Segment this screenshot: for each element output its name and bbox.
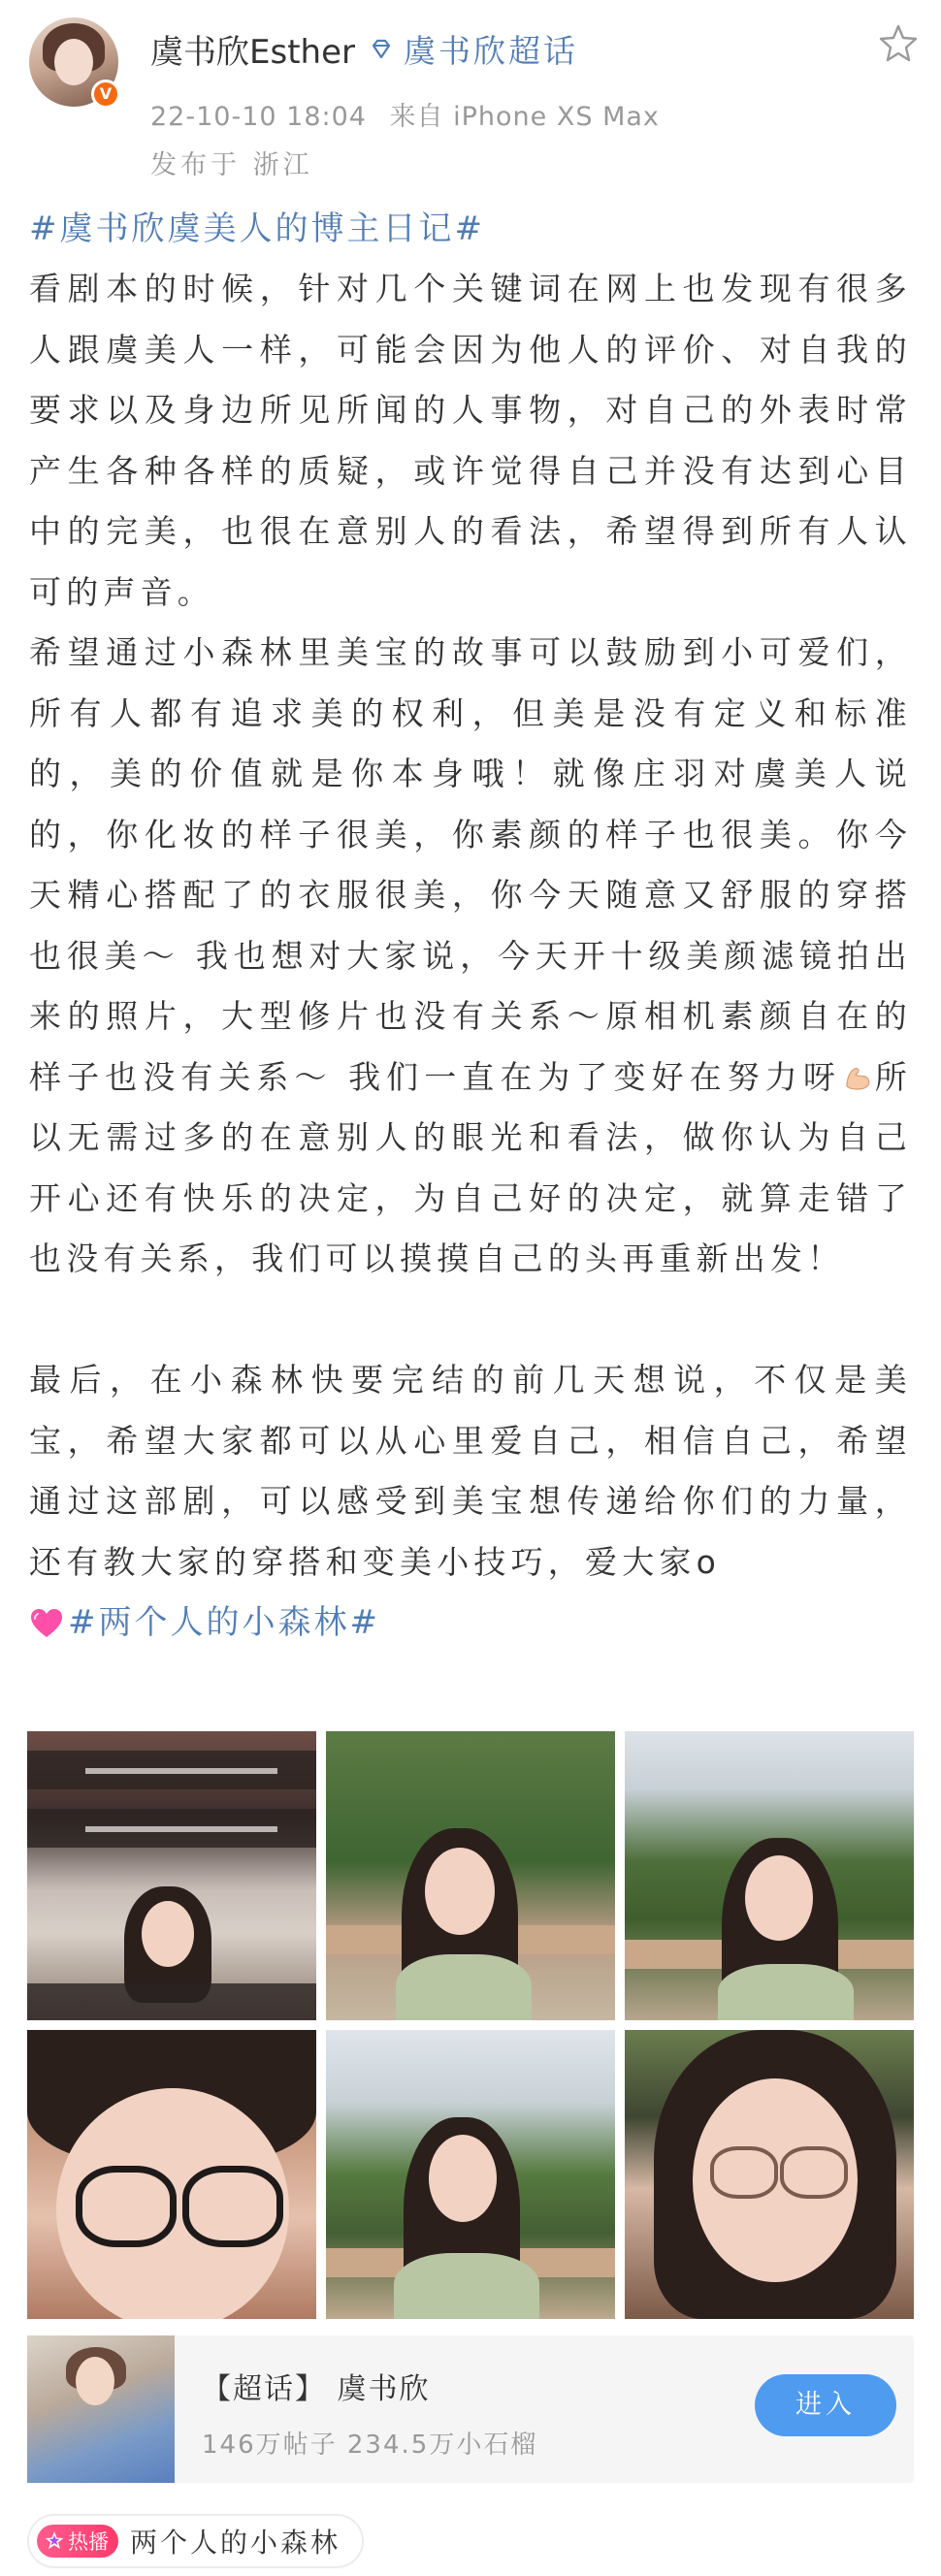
hot-topic-label: 两个人的小森林 <box>130 2527 341 2559</box>
pink-heart-icon <box>29 1608 64 1639</box>
supertopic-card[interactable] <box>27 2335 914 2483</box>
photo-2[interactable] <box>326 1731 615 2020</box>
author-name[interactable]: 虞书欣Esther <box>150 33 355 72</box>
post-source: 来自 iPhone XS Max <box>389 102 660 132</box>
diamond-icon <box>369 37 394 62</box>
star-icon[interactable] <box>877 21 920 64</box>
paragraph-2-tail: 所以无需过多的在意别人的眼光和看法，做你认为自己开心还有快乐的决定，为自己好的决定，就算走错了也没有关系，我们可以摸摸自己的头再重新出发！ <box>29 1057 913 1277</box>
flexed-arm-icon <box>841 1061 874 1094</box>
author-row <box>150 25 578 73</box>
paragraph-2 <box>29 623 912 1290</box>
post-body <box>29 199 912 1653</box>
avatar[interactable] <box>29 17 118 107</box>
post-header <box>0 0 941 194</box>
supertopic-stats: 146万帖子 234.5万小石榴 <box>202 2431 538 2460</box>
supertopic-thumbnail <box>27 2335 175 2483</box>
photo-3[interactable] <box>625 1731 914 2020</box>
hot-badge <box>37 2525 118 2558</box>
post-meta <box>150 95 673 133</box>
supertopic-title: 【超话】 虞书欣 <box>202 2372 431 2406</box>
hashtag-top[interactable]: #虞书欣虞美人的博主日记# <box>29 209 485 248</box>
paragraph-1: 看剧本的时候，针对几个关键词在网上也发现有很多人跟虞美人一样，可能会因为他人的评价、对自我的要求以及身边所见所闻的人事物，对自己的外表时常产生各种各样的质疑，或许觉得自己并没有达到心目中的完美，也很在意别人的看法，希望得到所有人认可的声音。 <box>29 270 912 611</box>
v-badge-icon: V <box>91 80 120 109</box>
hashtag-bottom[interactable]: #两个人的小森林# <box>68 1603 380 1642</box>
photo-6[interactable] <box>625 2030 914 2319</box>
enter-button[interactable]: 进入 <box>755 2374 896 2436</box>
post-date: 22-10-10 18:04 <box>150 102 367 132</box>
hashtag-bottom-row[interactable] <box>29 1593 912 1653</box>
hot-icon <box>43 2529 66 2553</box>
hot-topic-tag[interactable] <box>27 2514 364 2568</box>
post-location: 发布于 浙江 <box>150 150 313 180</box>
photo-5[interactable] <box>326 2030 615 2319</box>
supertopic-link[interactable]: 虞书欣超话 <box>403 32 578 70</box>
paragraph-3: 最后，在小森林快要完结的前几天想说，不仅是美宝，希望大家都可以从心里爱自己，相信自己，希望通过这部剧，可以感受到美宝想传递给你们的力量，还有教大家的穿搭和变美小技巧，爱大家o <box>29 1361 912 1581</box>
photo-4[interactable] <box>27 2030 316 2319</box>
hot-badge-label: 热播 <box>68 2530 109 2554</box>
photo-1[interactable] <box>27 1731 316 2020</box>
photo-grid <box>27 1731 914 2319</box>
paragraph-2-text: 希望通过小森林里美宝的故事可以鼓励到小可爱们，所有人都有追求美的权利，但美是没有定义和标准的，美的价值就是你本身哦！就像庄羽对虞美人说的，你化妆的样子很美，你素颜的样子也很美。你今天精心搭配了的衣服很美，你今天随意又舒服的穿搭也很美～ 我也想对大家说，今天开十级美颜滤镜拍出来的照片，大型修片也没有关系～原相机素颜自在的样子也没有关系～ 我们一直在为了变好在努力呀 <box>29 633 912 1096</box>
